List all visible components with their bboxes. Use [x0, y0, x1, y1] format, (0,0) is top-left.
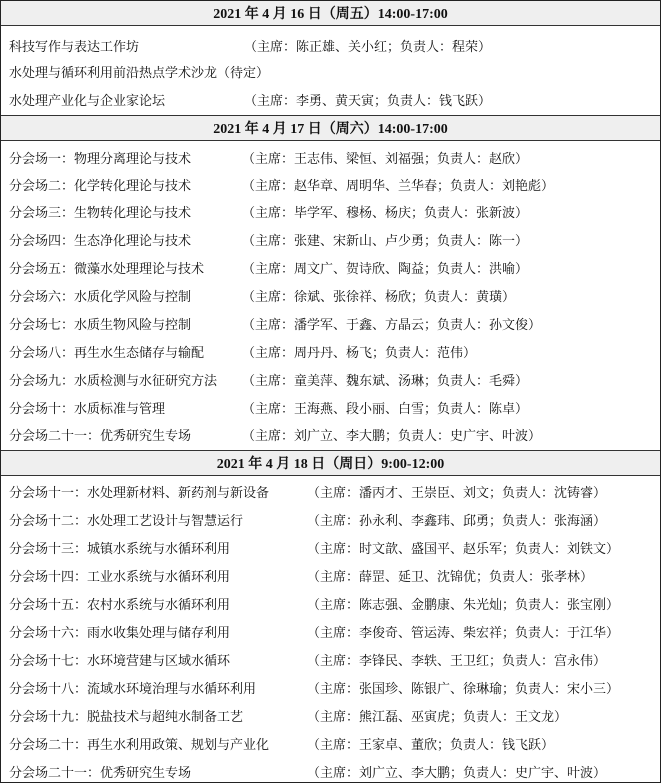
day-date: 2021 年 4 月 17 日（周六）14:00-17:00	[213, 122, 448, 137]
session-name: 分会场十：水质标准与管理	[9, 402, 166, 417]
session-chairs: （主席：张国珍、陈银广、徐琳瑜；负责人：宋小三）	[307, 682, 620, 697]
session-name: 分会场二十：再生水利用政策、规划与产业化	[9, 738, 270, 753]
session-chairs: （主席：李锋民、李轶、王卫红；负责人：宫永伟）	[307, 654, 607, 669]
session-chairs: （主席：薛罡、延卫、沈锦优；负责人：张孝林）	[307, 570, 594, 585]
session-row	[1, 505, 660, 531]
session-row	[1, 617, 660, 643]
session-row	[1, 673, 660, 699]
session-name: 分会场一：物理分离理论与技术	[9, 152, 192, 167]
session-name: 分会场十七：水环境营建与区域水循环	[9, 654, 231, 669]
session-chairs: （主席：徐斌、张徐祥、杨欣；负责人：黄璜）	[242, 290, 516, 305]
session-name: 分会场十二：水处理工艺设计与智慧运行	[9, 514, 244, 529]
session-name: 分会场十六：雨水收集处理与储存利用	[9, 626, 231, 641]
day-header	[1, 1, 660, 26]
session-name: 分会场九：水质检测与水征研究方法	[9, 374, 218, 389]
session-name: 分会场二十一：优秀研究生专场	[9, 766, 192, 781]
session-chairs: （主席：王志伟、梁恒、刘福强；负责人：赵欣）	[242, 152, 529, 167]
session-chairs: （主席：周丹丹、杨飞；负责人：范伟）	[242, 346, 477, 361]
session-chairs: （主席：毕学军、穆杨、杨庆；负责人：张新波）	[242, 206, 529, 221]
session-row	[1, 281, 660, 307]
session-row	[1, 645, 660, 671]
session-row	[1, 420, 660, 446]
session-name: 分会场四：生态净化理论与技术	[9, 234, 192, 249]
session-chairs: （主席：潘学军、于鑫、方晶云；负责人：孙文俊）	[242, 318, 542, 333]
day-date: 2021 年 4 月 16 日（周五）14:00-17:00	[213, 7, 448, 22]
session-row	[1, 561, 660, 587]
session-name: 分会场十八：流域水环境治理与水循环利用	[9, 682, 257, 697]
session-chairs: （主席：孙永利、李鑫玮、邱勇；负责人：张海涵）	[307, 514, 607, 529]
session-row	[1, 57, 660, 83]
session-row	[1, 197, 660, 223]
session-row	[1, 31, 660, 57]
session-name: 分会场五：微藻水处理理论与技术	[9, 262, 205, 277]
session-chairs: （主席：李勇、黄天寅；负责人：钱飞跃）	[244, 94, 492, 109]
session-row	[1, 729, 660, 755]
session-name: 分会场七：水质生物风险与控制	[9, 318, 192, 333]
session-name: 分会场十四：工业水系统与水循环利用	[9, 570, 231, 585]
session-chairs: （主席：周文广、贺诗欣、陶益；负责人：洪喻）	[242, 262, 529, 277]
session-row	[1, 533, 660, 559]
session-chairs: （主席：潘丙才、王崇臣、刘文；负责人：沈铸睿）	[307, 486, 607, 501]
session-row	[1, 225, 660, 251]
session-chairs: （主席：王家卓、董欣；负责人：钱飞跃）	[307, 738, 555, 753]
session-name: 分会场二：化学转化理论与技术	[9, 179, 192, 194]
session-row	[1, 143, 660, 169]
session-row	[1, 589, 660, 615]
session-name: 分会场十三：城镇水系统与水循环利用	[9, 542, 231, 557]
session-row	[1, 170, 660, 196]
session-name: 水处理产业化与企业家论坛	[9, 94, 166, 109]
day-date: 2021 年 4 月 18 日（周日）9:00-12:00	[216, 457, 445, 472]
session-row	[1, 253, 660, 279]
session-chairs: （主席：李俊奇、管运涛、柴宏祥；负责人：于江华）	[307, 626, 620, 641]
session-name: 科技写作与表达工作坊	[9, 40, 140, 55]
session-chairs: （主席：熊江磊、巫寅虎；负责人：王文龙）	[307, 710, 568, 725]
session-name: 水处理与循环利用前沿热点学术沙龙（待定）	[9, 66, 270, 81]
session-chairs: （主席：赵华章、周明华、兰华春；负责人：刘艳彪）	[242, 179, 555, 194]
session-chairs: （主席：张建、宋新山、卢少勇；负责人：陈一）	[242, 234, 529, 249]
session-name: 分会场二十一：优秀研究生专场	[9, 429, 192, 444]
session-row	[1, 337, 660, 363]
session-name: 分会场八：再生水生态储存与输配	[9, 346, 205, 361]
session-name: 分会场十九：脱盐技术与超纯水制备工艺	[9, 710, 244, 725]
session-name: 分会场十一：水处理新材料、新药剂与新设备	[9, 486, 270, 501]
session-row	[1, 477, 660, 503]
session-row	[1, 701, 660, 727]
session-row	[1, 757, 660, 783]
session-name: 分会场十五：农村水系统与水循环利用	[9, 598, 231, 613]
session-row	[1, 393, 660, 419]
session-row	[1, 85, 660, 111]
session-chairs: （主席：刘广立、李大鹏；负责人：史广宇、叶波）	[307, 766, 607, 781]
session-chairs: （主席：刘广立、李大鹏；负责人：史广宇、叶波）	[242, 429, 542, 444]
day-header	[1, 115, 660, 141]
session-chairs: （主席：童美萍、魏东斌、汤琳；负责人：毛舜）	[242, 374, 529, 389]
session-chairs: （主席：王海燕、段小丽、白雪；负责人：陈卓）	[242, 402, 529, 417]
session-chairs: （主席：时文歆、盛国平、赵乐军；负责人：刘铁文）	[307, 542, 620, 557]
session-chairs: （主席：陈正雄、关小红；负责人：程荣）	[244, 40, 492, 55]
session-name: 分会场六：水质化学风险与控制	[9, 290, 192, 305]
session-name: 分会场三：生物转化理论与技术	[9, 206, 192, 221]
session-row	[1, 365, 660, 391]
session-chairs: （主席：陈志强、金鹏康、朱光灿；负责人：张宝刚）	[307, 598, 620, 613]
day-header	[1, 450, 660, 476]
session-row	[1, 309, 660, 335]
